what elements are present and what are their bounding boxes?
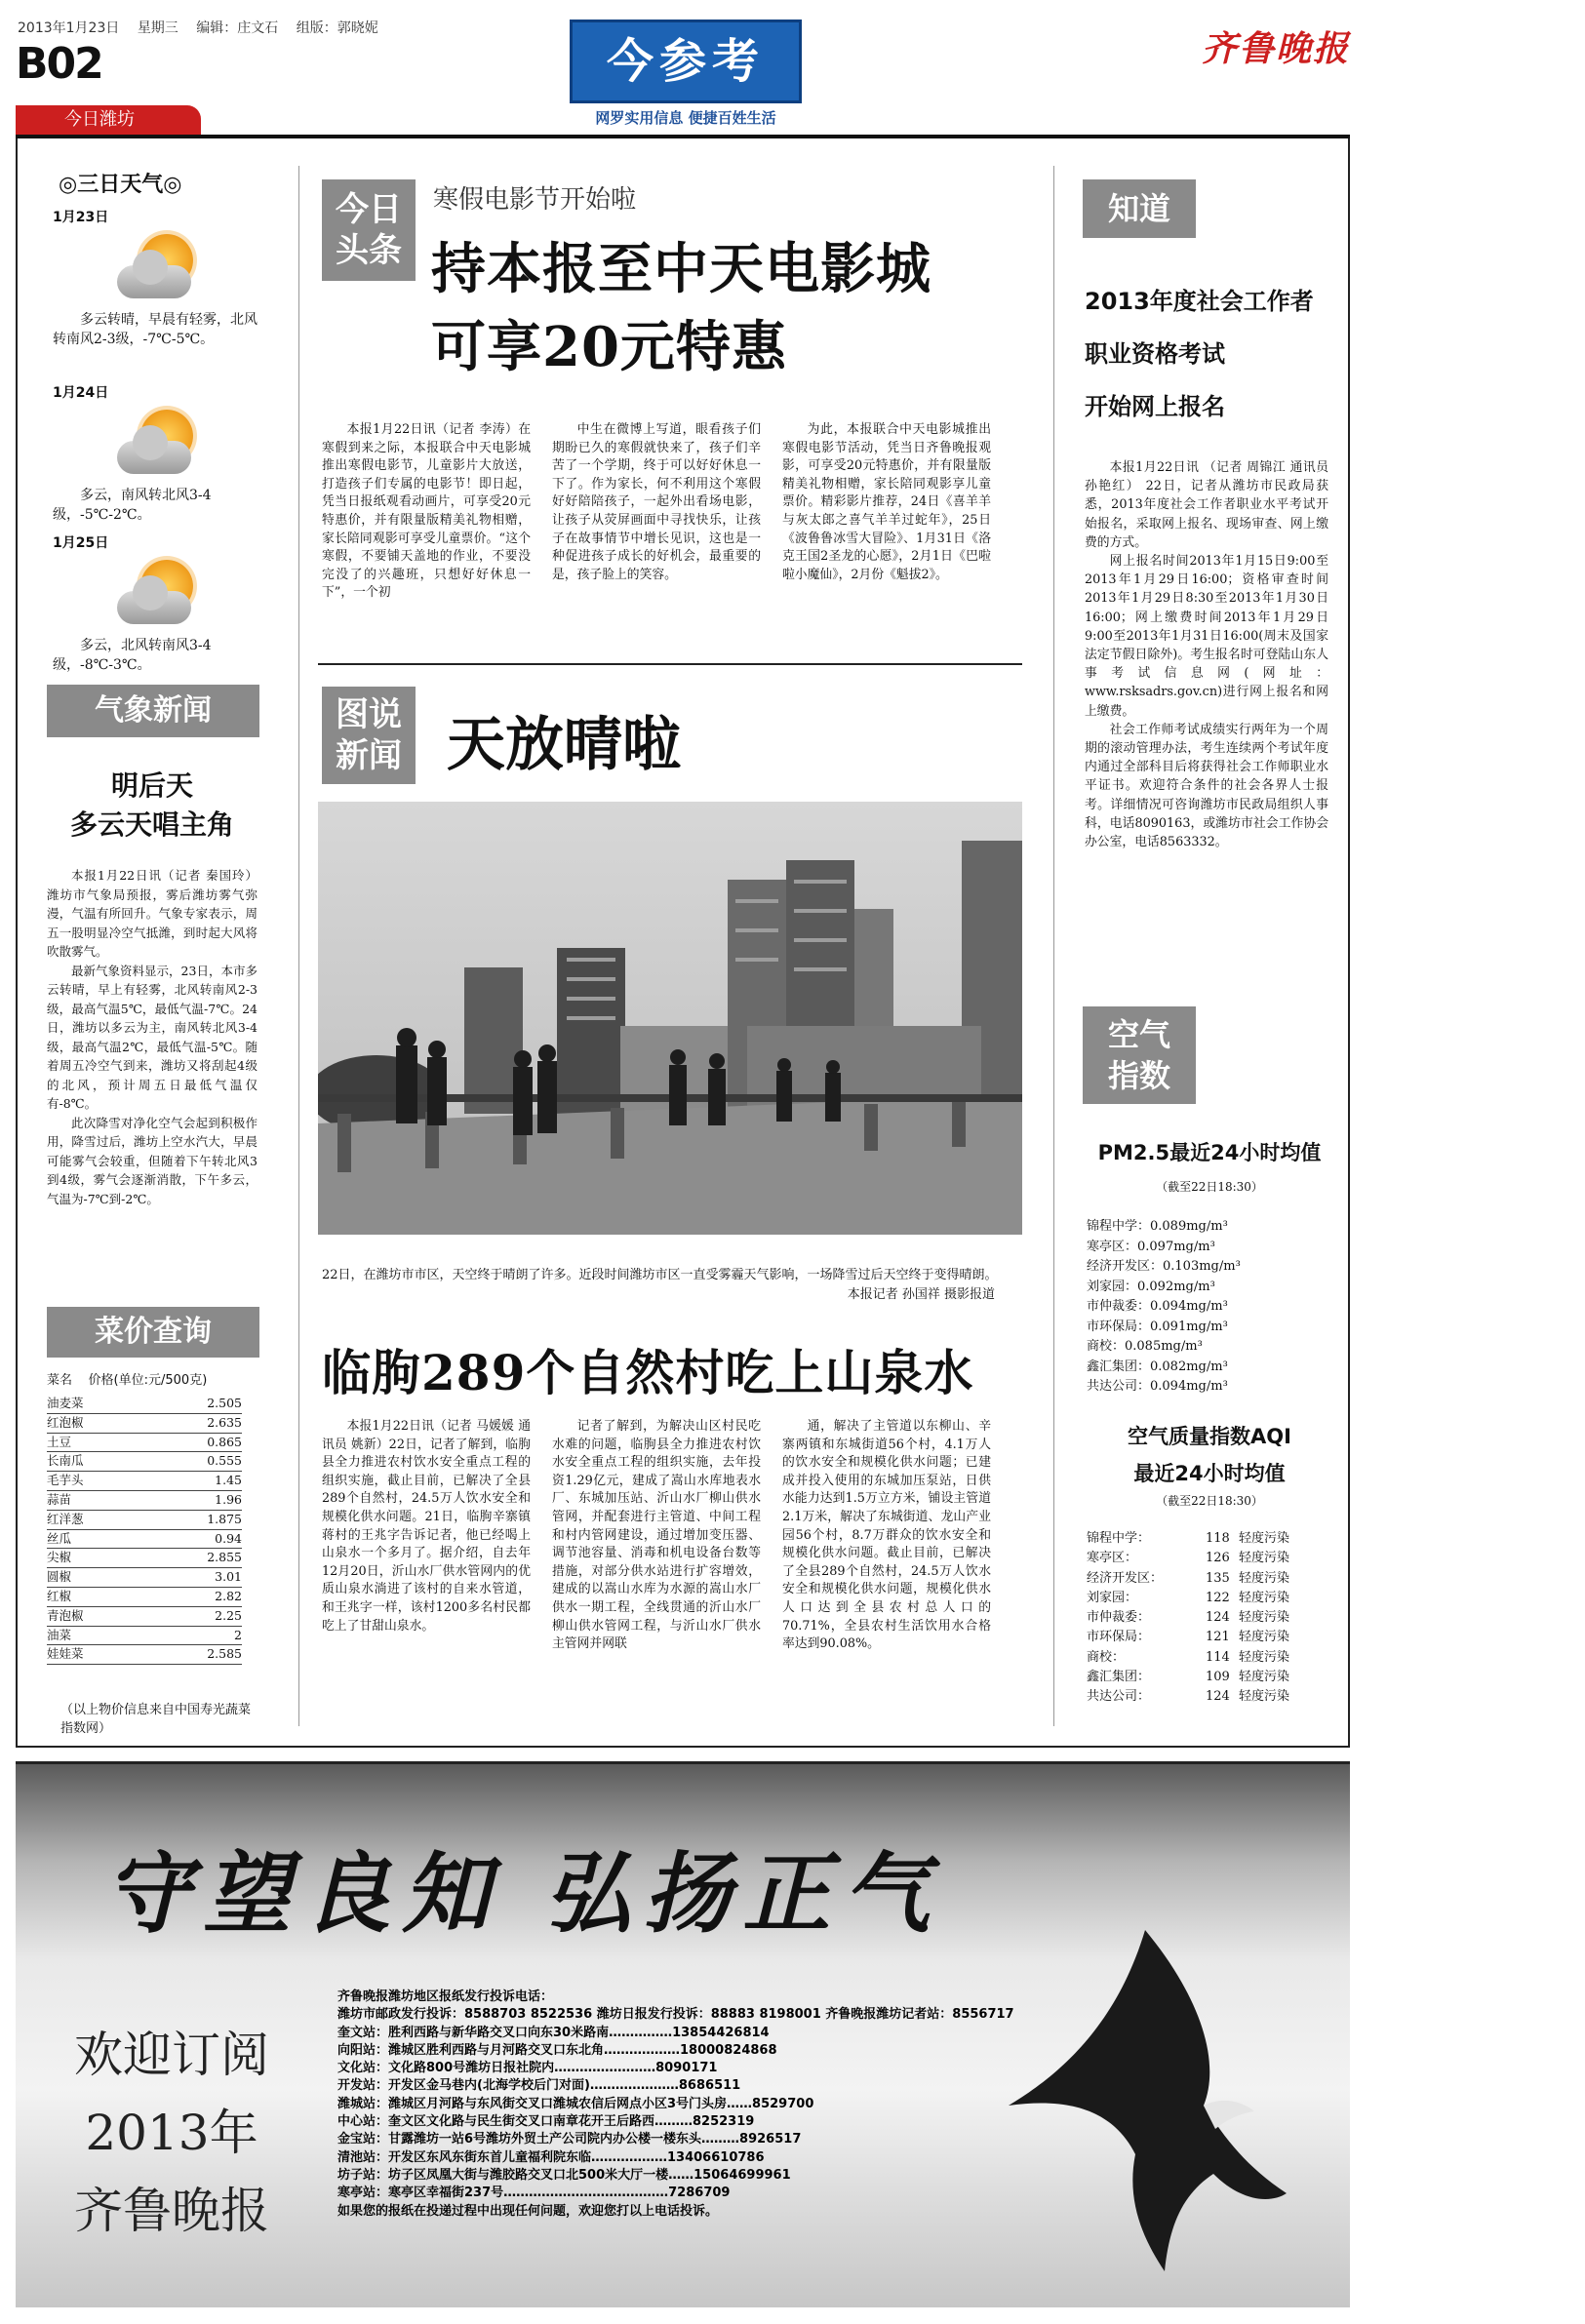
right-story-paragraph: 网上报名时间2013年1月15日9:00至2013年1月29日16:00；资格审查时间2013年1月29日8:30至2013年1月30日16:00；网上缴费时间2013年1月29日9:00至2013年1月31日16:00(周末及国家法定节假日除外)。考生报名时可登陆山东人事考试信息网(网址：www.rsksadrs.gov.cn)进行网上报名和网上缴费。: [1085, 554, 1328, 719]
lead-headline-line2: 可享20元特惠: [431, 315, 787, 379]
aqi-station: 刘家园：: [1087, 1590, 1138, 1605]
ad-welcome-line1: 欢迎订阅: [74, 2027, 269, 2083]
ad-contact-line: 潍城站：潍城区月河路与东风街交叉口潍城农信后网点小区3号门头房……8529700: [337, 2096, 814, 2111]
pm25-row: 市环保局：0.091mg/m³: [1087, 1319, 1228, 1334]
weather-news-body: [47, 866, 258, 1208]
vegetable-price: 2.25: [215, 1607, 242, 1623]
ad-contact-line: 潍坊市邮政发行投诉：8588703 8522536 潍坊日报发行投诉：88883 8198001 齐鲁晚报潍坊记者站：8556717: [337, 2007, 1014, 2023]
column-divider-left: [298, 166, 299, 1726]
aqi-value: 124: [1206, 1689, 1230, 1705]
vegetable-row: [47, 1549, 242, 1568]
ad-contact-line: 开发站：开发区金马巷内(北海学校后门对面)…………………8686511: [337, 2078, 741, 2094]
aqi-station: 市环保局：: [1087, 1630, 1151, 1645]
frame-right: [1348, 138, 1350, 1748]
photo-story-tag: [322, 687, 416, 784]
page-number: B02: [16, 39, 102, 89]
header-rule: [16, 135, 1350, 138]
lead-story-tag: [322, 179, 416, 281]
weather-news-paragraph: 本报1月22日讯（记者 秦国玲） 潍坊市气象局预报，雾后潍坊雾气弥漫，气温有所回升。气象专家表示，周五一股明显冷空气抵潍，到时起大风将吹散雾气。: [47, 868, 258, 959]
aqi-row: [1087, 1608, 1330, 1628]
aqi-row: [1087, 1648, 1330, 1668]
ad-slogan: 守望良知 弘扬正气: [103, 1842, 942, 1946]
vegetable-price: 2.635: [207, 1414, 242, 1430]
ad-contact-line: 金宝站：甘露潍坊一站6号潍坊外贸土产公司院内办公楼一楼东头………8926517: [337, 2132, 802, 2147]
vegetable-name: 青泡椒: [47, 1607, 84, 1623]
aqi-title: [1083, 1418, 1336, 1492]
vegetable-name: 丝瓜: [47, 1530, 72, 1546]
pm25-row: 市仲裁委：0.094mg/m³: [1087, 1299, 1228, 1314]
right-story-headline: [1085, 275, 1338, 433]
pm25-row: 寒亭区：0.097mg/m³: [1087, 1239, 1215, 1254]
pm25-row: 鑫汇集团：0.082mg/m³: [1087, 1359, 1228, 1374]
date-line: [18, 18, 392, 37]
article-column: [782, 421, 991, 603]
vegetable-price: 3.01: [215, 1569, 242, 1585]
ad-contact-line: 齐鲁晚报潍坊地区报纸发行投诉电话：: [337, 1989, 554, 2004]
frame-bottom: [16, 1746, 1350, 1748]
aqi-row: [1087, 1628, 1330, 1647]
aqi-row: [1087, 1687, 1330, 1707]
ad-welcome-line3: 齐鲁晚报: [74, 2183, 269, 2239]
weather-date: 1月25日: [53, 535, 109, 551]
aqi-title-line2: 最近24小时均值: [1133, 1462, 1286, 1485]
pm25-row: 刘家园：0.092mg/m³: [1087, 1279, 1215, 1294]
sun-cloud-icon: [111, 406, 209, 484]
vegetable-name: 毛芋头: [47, 1473, 84, 1488]
article-column: [782, 1418, 991, 1654]
vegetable-price: 2.505: [207, 1396, 242, 1410]
vegetable-header-price: 价格(单位:元/500克): [88, 1373, 208, 1388]
aqi-level: 轻度污染: [1239, 1689, 1290, 1705]
aqi-level: 轻度污染: [1239, 1649, 1290, 1665]
vegetable-row: [47, 1511, 242, 1530]
water-story-body: [322, 1418, 991, 1654]
vegetable-name: 圆椒: [47, 1569, 72, 1585]
aqi-value: 135: [1206, 1570, 1230, 1586]
photo-story-tag-text: 图说新闻: [336, 695, 402, 775]
aqi-value: 118: [1206, 1531, 1230, 1546]
article-column: [552, 1418, 761, 1654]
article-text: 为此，本报联合中天电影城推出寒假电影节活动，凭当日齐鲁晚报观影，可享受20元特惠价，并有限量版精美礼物相赠，家长陪同观影享儿童票价。精彩影片推荐，24日《喜羊羊与灰太郎之喜气羊羊过蛇年》，25日《波鲁鲁冰雪大冒险》、1月31日《洛克王国2圣龙的心愿》，2月1日《巴啦啦小魔仙》，2月份《魁拔2》。: [782, 422, 991, 582]
vegetable-row: [47, 1627, 242, 1646]
weather-text: 多云，南风转北风3-4级，-5℃-2℃。: [53, 488, 212, 523]
vegetable-price: 0.865: [207, 1434, 242, 1449]
aqi-level: 轻度污染: [1239, 1570, 1290, 1586]
photo-credit: 本报记者 孙国祥 摄影报道: [847, 1287, 995, 1302]
masthead-title: 今参考: [606, 34, 765, 89]
aqi-list: [1087, 1529, 1330, 1708]
weather-text: 多云转晴，早晨有轻雾，北风转南风2-3级，-7℃-5℃。: [53, 312, 258, 347]
city-photo: [318, 802, 1022, 1235]
right-headline-line3: 开始网上报名: [1085, 393, 1225, 420]
section-tab: 今日潍坊: [16, 105, 201, 135]
weather-news-paragraph: 最新气象资料显示，23日，本市多云转晴，早上有轻雾，北风转南风2-3级，最高气温5℃，最低气温-7℃。24日，潍坊以多云为主，南风转北风3-4级，最高气温2℃，最低气温-5℃。随着周五冷空气到来，潍坊又将刮起4级的北风，预计周五日最低气温仅有-8℃。: [47, 963, 258, 1111]
right-headline-line1: 2013年度社会工作者: [1085, 288, 1314, 315]
weather-news-title: [16, 767, 289, 845]
ad-contact-line: 坊子站：坊子区凤凰大街与潍胶路交叉口北500米大厅一楼……15064699961: [337, 2167, 791, 2183]
aqi-station: 共达公司：: [1087, 1689, 1151, 1705]
right-story-paragraph: 社会工作师考试成绩实行两年为一个周期的滚动管理办法，考生连续两个考试年度内通过全部科目后将获得社会工作师职业水平证书。欢迎符合条件的社会各界人士报考。详细情况可咨询潍坊市民政局组织人事科，电话8090163，或潍坊市社会工作协会办公室，电话8563332。: [1085, 722, 1328, 850]
lead-headline-line1: 持本报至中天电影城: [431, 237, 931, 301]
vegetable-name: 油菜: [47, 1627, 72, 1642]
column-divider-right: [1053, 166, 1054, 1726]
photo-caption-text: 22日，在潍坊市市区，天空终于晴朗了许多。近段时间潍坊市区一直受雾霾天气影响，一场降雪过后天空终于变得晴朗。: [322, 1268, 998, 1282]
aqi-level: 轻度污染: [1239, 1670, 1290, 1685]
vegetable-name: 长南瓜: [47, 1453, 84, 1469]
weather-title: ◎三日天气◎: [59, 172, 182, 197]
aqi-station: 寒亭区：: [1087, 1551, 1138, 1566]
vegetable-name: 红洋葱: [47, 1511, 84, 1526]
right-story-paragraph: 本报1月22日讯 （记者 周锦江 通讯员 孙艳红） 22日，记者从潍坊市民政局获悉，2013年度社会工作者职业水平考试开始报名，采取网上报名、现场审查、网上缴费的方式。: [1085, 460, 1328, 550]
weather-date: 1月24日: [53, 385, 109, 401]
weather-date: 1月23日: [53, 210, 109, 225]
vegetable-row: [47, 1607, 242, 1627]
vegetable-price: 0.555: [207, 1453, 242, 1469]
aqi-station: 经济开发区：: [1087, 1570, 1164, 1586]
lead-story-tag-text: 今日头条: [336, 190, 402, 270]
aqi-subtitle: （截至22日18:30）: [1156, 1494, 1263, 1508]
aqi-level: 轻度污染: [1239, 1610, 1290, 1626]
vegetable-header-name: 菜名: [47, 1373, 73, 1388]
subscription-ad: [16, 1761, 1350, 2307]
ad-contact-line: 中心站：奎文区文化路与民生街交叉口南章花开王后路西………8252319: [337, 2114, 755, 2130]
ad-contact-line: 向阳站：潍城区胜利西路与月河路交叉口东北角………………18000824868: [337, 2042, 777, 2058]
sun-cloud-icon: [111, 556, 209, 634]
masthead-subtitle: 网罗实用信息 便捷百姓生活: [595, 109, 776, 127]
vegetable-price-list: [47, 1395, 242, 1665]
weather-news-tag: 气象新闻: [47, 685, 259, 737]
issue-date: 2013年1月23日: [18, 20, 120, 36]
weather-news-title-line2: 多云天唱主角: [69, 808, 234, 841]
photo-story-headline: 天放晴啦: [447, 711, 681, 779]
editor-credit: 编辑：庄文石: [196, 20, 279, 36]
pm25-row: 锦程中学：0.089mg/m³: [1087, 1219, 1228, 1234]
vegetable-price: 1.875: [207, 1511, 242, 1526]
vegetable-price: 2: [234, 1627, 242, 1642]
ad-contact-line: 清池站：开发区东风东街东首儿童福利院东临………………13406610786: [337, 2149, 765, 2165]
vegetable-price: 2.855: [207, 1550, 242, 1565]
vegetable-price: 2.585: [207, 1646, 242, 1662]
sun-cloud-icon: [111, 230, 209, 308]
vegetable-price: 0.94: [215, 1530, 242, 1546]
vegetable-name: 娃娃菜: [47, 1646, 84, 1662]
aqi-station: 鑫汇集团：: [1087, 1670, 1151, 1685]
aqi-value: 126: [1206, 1551, 1230, 1566]
aqi-level: 轻度污染: [1239, 1531, 1290, 1546]
article-text: 本报1月22日讯（记者 李涛）在寒假到来之际，本报联合中天电影城推出寒假电影节，儿童影片大放送，打造孩子们专属的电影节！即日起，凭当日报纸观看动画片，可享受20元特惠价，并有限量版精美礼物相赠，家长陪同观影可享受儿童票价。“这个寒假，不要铺天盖地的作业，不要没完没了的兴趣班，只想好好休息一下”，一个初: [322, 422, 531, 601]
weather-day: [53, 207, 258, 349]
article-text: 中生在微博上写道，眼看孩子们期盼已久的寒假就快来了，孩子们辛苦了一个学期，终于可以好好休息一下了。作为家长，何不利用这个寒假好好陪陪孩子，一起外出看场电影，让孩子从荧屏画面中寻找快乐，让孩子在故事情节中增长见识，这也是一种促进孩子成长的好机会，最重要的是，孩子脸上的笑容。: [552, 422, 761, 582]
aqi-value: 122: [1206, 1590, 1230, 1605]
article-text: 本报1月22日讯（记者 马媛媛 通讯员 姚新）22日，记者了解到，临朐县全力推进农村饮水安全重点工程的组织实施，截止目前，已解决了全县289个自然村，24.5万人饮水安全和规模化供水问题。21日，临朐辛寨镇蒋村的王兆字告诉记者，他已经喝上山泉水一个多月了。据介绍，自去年12月20日，沂山水厂供水管网内的优质山泉水淌进了该村的自来水管道，和王兆字一样，该村1200多名村民都吃上了甘甜山泉水。: [322, 1419, 531, 1634]
aqi-row: [1087, 1668, 1330, 1687]
aqi-station: 商校：: [1087, 1649, 1126, 1665]
right-story-body: [1085, 458, 1328, 851]
aqi-level: 轻度污染: [1239, 1630, 1290, 1645]
pm25-subtitle: （截至22日18:30）: [1156, 1180, 1263, 1194]
ad-welcome-line2: 2013年: [85, 2105, 258, 2161]
pm25-row: 经济开发区：0.103mg/m³: [1087, 1259, 1241, 1274]
vegetable-price-tag: 菜价查询: [47, 1307, 259, 1358]
vegetable-name: 红椒: [47, 1588, 72, 1603]
lead-story-body: [322, 421, 991, 603]
vegetable-price: 1.96: [215, 1491, 242, 1507]
section-divider: [318, 663, 1022, 665]
aqi-value: 121: [1206, 1630, 1230, 1645]
article-column: [552, 421, 761, 603]
newspaper-logo: 齐鲁晚报: [1201, 28, 1350, 69]
vegetable-row: [47, 1395, 242, 1414]
ad-welcome: [55, 2016, 289, 2250]
aqi-level: 轻度污染: [1239, 1590, 1290, 1605]
vegetable-name: 蒜苗: [47, 1491, 72, 1507]
pm25-list: [1087, 1217, 1330, 1398]
vegetable-row: [47, 1568, 242, 1588]
weather-day: [53, 532, 258, 675]
vegetable-row: [47, 1472, 242, 1491]
article-text: 通，解决了主管道以东柳山、辛寨两镇和东城街道56个村，4.1万人的饮水安全和规模化供水问题；已建成并投入使用的东城加压泵站，日供水能力达到1.5万立方米，铺设主管道2.1万米，解决了东城街道、龙山产业园56个村，8.7万群众的饮水安全和规模化供水问题。截止目前，已解决了全县289个自然村，24.5万人饮水安全和规模化供水问题，规模化供水人口达到全县农村总人口的70.71%，全县农村生活饮用水合格率达到90.08%。: [782, 1419, 991, 1652]
lead-story-headline: [431, 230, 931, 386]
aqi-row: [1087, 1569, 1330, 1589]
masthead: [570, 20, 802, 103]
ad-contact-list: [337, 1989, 1254, 2221]
pm25-row: 商校：0.085mg/m³: [1087, 1339, 1203, 1354]
aqi-row: [1087, 1529, 1330, 1549]
lead-story-kicker: 寒假电影节开始啦: [433, 185, 637, 215]
weather-news-title-line1: 明后天: [110, 769, 193, 802]
ad-contact-line: 如果您的报纸在投递过程中出现任何问题，欢迎您打以上电话投诉。: [337, 2203, 719, 2219]
vegetable-name: 油麦菜: [47, 1396, 84, 1410]
frame-left: [16, 138, 18, 1748]
vegetable-table-header: [47, 1369, 207, 1388]
aqi-station: 锦程中学：: [1087, 1531, 1151, 1546]
aqi-value: 114: [1206, 1649, 1230, 1665]
vegetable-row: [47, 1434, 242, 1453]
right-headline-line2: 职业资格考试: [1085, 340, 1225, 368]
vegetable-name: 土豆: [47, 1434, 72, 1449]
vegetable-name: 红泡椒: [47, 1414, 84, 1430]
aqi-station: 市仲裁委：: [1087, 1610, 1151, 1626]
vegetable-row: [47, 1491, 242, 1511]
air-index-tag: 空气指数: [1083, 1006, 1196, 1104]
vegetable-price: 2.82: [215, 1588, 242, 1603]
vegetable-name: 尖椒: [47, 1550, 72, 1565]
article-column: [322, 421, 531, 603]
article-column: [322, 1418, 531, 1654]
pm25-title: PM2.5最近24小时均值: [1097, 1141, 1322, 1164]
aqi-title-line1: 空气质量指数AQI: [1128, 1425, 1291, 1448]
page-header: [16, 0, 1350, 144]
vegetable-price: 1.45: [215, 1473, 242, 1488]
weather-day: [53, 382, 258, 525]
weather-text: 多云，北风转南风3-4级，-8℃-3℃。: [53, 638, 212, 673]
vegetable-row: [47, 1414, 242, 1434]
aqi-row: [1087, 1589, 1330, 1608]
aqi-row: [1087, 1549, 1330, 1568]
vegetable-source-note: （以上物价信息来自中国寿光蔬菜指数网）: [60, 1703, 252, 1736]
aqi-level: 轻度污染: [1239, 1551, 1290, 1566]
vegetable-row: [47, 1588, 242, 1607]
right-story-tag: 知道: [1083, 179, 1196, 238]
article-text: 记者了解到，为解决山区村民吃水难的问题，临朐县全力推进农村饮水安全重点工程的组织实施，去年投资1.29亿元，建成了嵩山水库地表水厂、东城加压站、沂山水厂柳山供水管网，并配套进行主管道、中间工程和村内管网建设，通过增加变压器、调节池容量、消毒和机电设备台数等措施，对部分供水站进行扩容增效，建成的以嵩山水库为水源的嵩山水厂供水一期工程，全线贯通的沂山水厂柳山供水管网工程，与沂山水厂供水主管网并网联: [552, 1419, 761, 1652]
pm25-row: 共达公司：0.094mg/m³: [1087, 1379, 1228, 1394]
layout-credit: 组版：郭晓妮: [296, 20, 378, 36]
vegetable-row: [47, 1645, 242, 1665]
ad-contact-line: 奎文站：胜利西路与新华路交叉口向东30米路南……………13854426814: [337, 2025, 770, 2040]
aqi-value: 109: [1206, 1670, 1230, 1685]
weather-news-paragraph: 此次降雪对净化空气会起到积极作用，降雪过后，潍坊上空水汽大，早晨可能雾气会较重，但随着下午转北风3到4级，雾气会逐渐消散，下午多云，气温为-7℃到-2℃。: [47, 1115, 258, 1206]
ad-contact-line: 文化站：文化路800号潍坊日报社院内……………………8090171: [337, 2061, 718, 2076]
ad-contact-line: 寒亭站：寒亭区幸福街237号…………………………………7286709: [337, 2186, 731, 2201]
aqi-value: 124: [1206, 1610, 1230, 1626]
city-photo-illustration: [318, 802, 1022, 1235]
water-story-headline: 临朐289个自然村吃上山泉水: [322, 1344, 974, 1401]
vegetable-row: [47, 1530, 242, 1550]
vegetable-row: [47, 1452, 242, 1472]
photo-caption: [322, 1266, 1024, 1305]
issue-weekday: 星期三: [137, 20, 178, 36]
